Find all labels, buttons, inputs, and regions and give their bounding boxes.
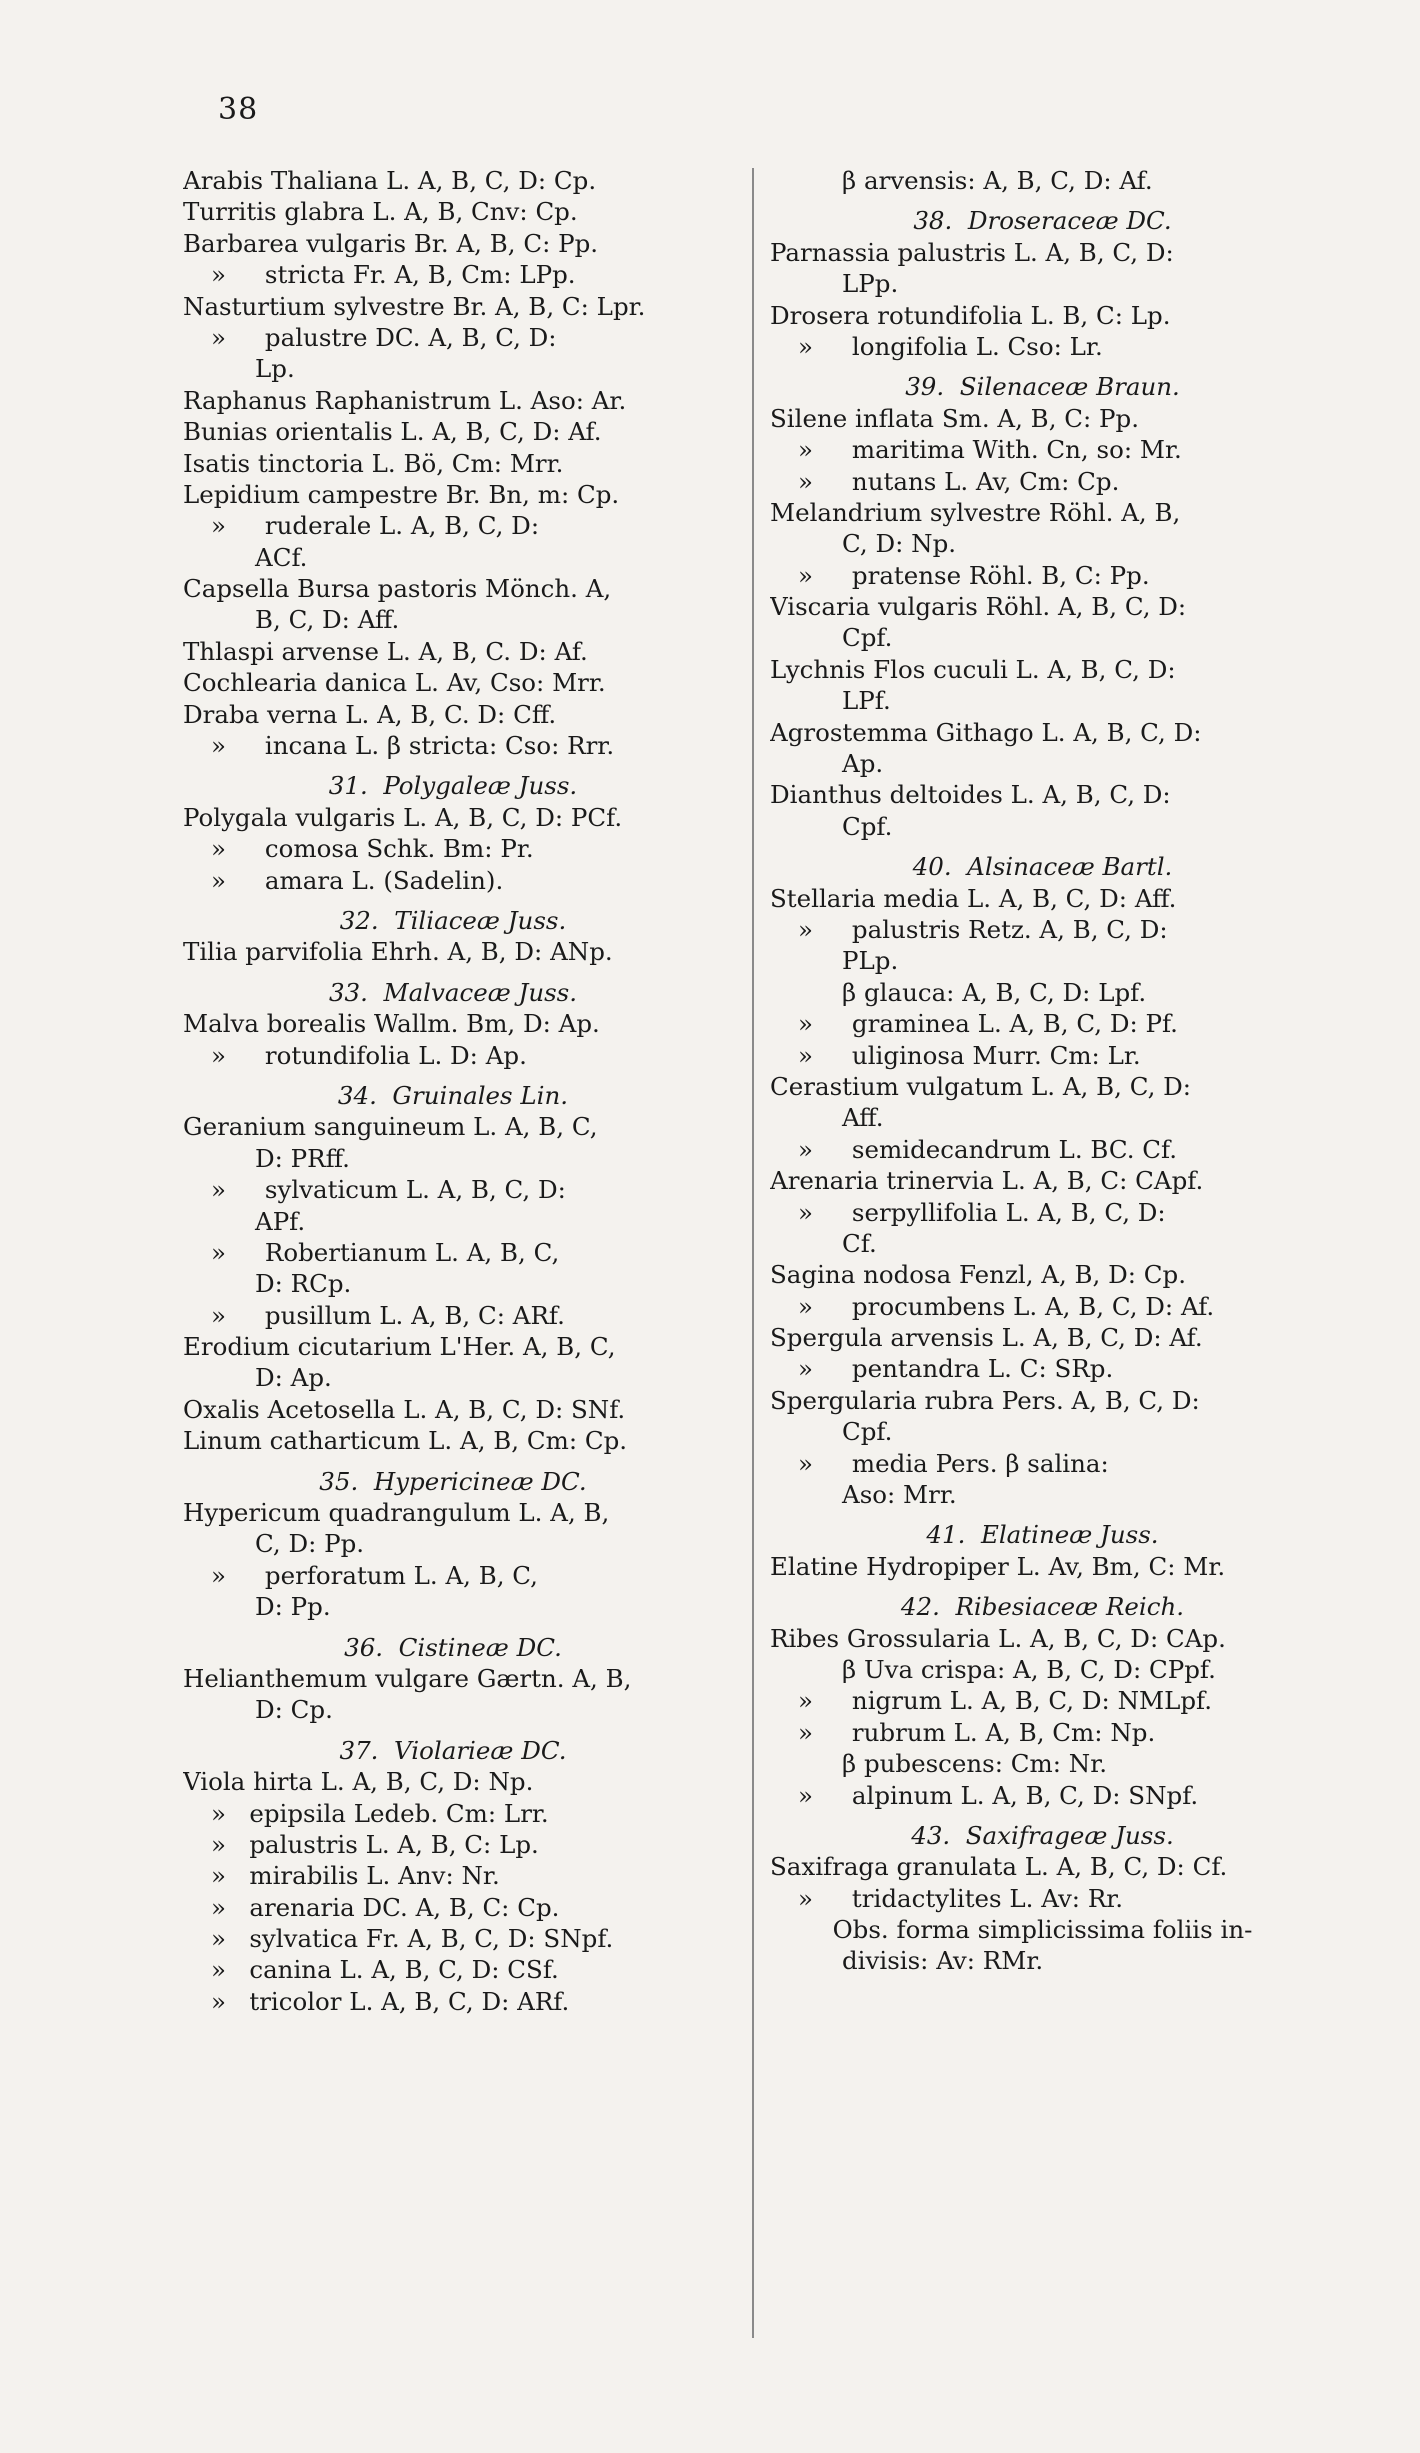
species-entry: Arabis Thaliana L. A, B, C, D: Cp. — [183, 166, 597, 195]
species-entry: » perforatum L. A, B, C, — [211, 1560, 538, 1590]
species-entry: Lp. — [255, 354, 295, 384]
species-entry: Stellaria media L. A, B, C, D: Aff. — [770, 883, 1177, 913]
species-entry: Sagina nodosa Fenzl, A, B, D: Cp. — [770, 1260, 1187, 1290]
species-entry: Turritis glabra L. A, B, Cnv: Cp. — [183, 197, 578, 227]
species-entry: Hypericum quadrangulum L. A, B, — [183, 1498, 610, 1528]
species-entry: Linum catharticum L. A, B, Cm: Cp. — [183, 1426, 628, 1456]
species-entry: Parnassia palustris L. A, B, C, D: — [770, 237, 1174, 267]
right-column — [770, 165, 1315, 1977]
species-entry: Draba verna L. A, B, C. D: Cff. — [183, 699, 557, 729]
species-entry: Cf. — [842, 1228, 877, 1258]
species-entry: Ap. — [842, 749, 884, 779]
species-entry: » alpinum L. A, B, C, D: SNpf. — [798, 1780, 1199, 1810]
species-entry: Drosera rotundifolia L. B, C: Lp. — [770, 300, 1171, 330]
species-entry: D: PRff. — [255, 1143, 350, 1173]
species-entry: ACf. — [255, 542, 308, 572]
species-entry: D: Ap. — [255, 1363, 332, 1393]
species-entry: Capsella Bursa pastoris Mönch. A, — [183, 574, 612, 604]
species-entry: » mirabilis L. Anv: Nr. — [211, 1861, 500, 1891]
species-entry: » tridactylites L. Av: Rr. — [798, 1883, 1124, 1913]
family-heading: 41. Elatineæ Juss. — [926, 1520, 1159, 1550]
species-entry: » nigrum L. A, B, C, D: NMLpf. — [798, 1686, 1213, 1716]
family-heading: 35. Hypericineæ DC. — [319, 1466, 587, 1496]
species-entry: Cpf. — [842, 1417, 893, 1447]
species-entry: » graminea L. A, B, C, D: Pf. — [798, 1009, 1178, 1039]
species-entry: Viscaria vulgaris Röhl. A, B, C, D: — [770, 592, 1187, 622]
species-entry: » uliginosa Murr. Cm: Lr. — [798, 1040, 1141, 1070]
species-entry: Helianthemum vulgare Gærtn. A, B, — [183, 1663, 632, 1693]
species-entry: » palustris L. A, B, C: Lp. — [211, 1829, 539, 1859]
family-heading: 36. Cistineæ DC. — [344, 1632, 562, 1662]
species-entry: β Uva crispa: A, B, C, D: CPpf. — [842, 1654, 1216, 1684]
species-entry: » comosa Schk. Bm: Pr. — [211, 834, 534, 864]
family-heading: 34. Gruinales Lin. — [337, 1080, 569, 1110]
species-entry: » rotundifolia L. D: Ap. — [211, 1040, 527, 1070]
species-entry: » serpyllifolia L. A, B, C, D: — [798, 1197, 1166, 1227]
family-heading: 31. Polygaleæ Juss. — [328, 771, 578, 801]
species-entry: Arenaria trinervia L. A, B, C: CApf. — [770, 1166, 1204, 1196]
species-entry: » amara L. (Sadelin). — [211, 865, 504, 895]
species-entry: Malva borealis Wallm. Bm, D: Ap. — [183, 1009, 600, 1039]
species-entry: D: Pp. — [255, 1592, 331, 1622]
species-entry: Dianthus deltoides L. A, B, C, D: — [770, 780, 1171, 810]
species-entry: » palustre DC. A, B, C, D: — [211, 322, 557, 352]
family-heading: 32. Tiliaceæ Juss. — [339, 905, 567, 935]
species-entry: » tricolor L. A, B, C, D: ARf. — [211, 1986, 570, 2016]
species-entry: PLp. — [842, 946, 899, 976]
species-entry: Aso: Mrr. — [842, 1480, 957, 1510]
species-entry: » arenaria DC. A, B, C: Cp. — [211, 1892, 560, 1922]
left-column — [183, 165, 723, 2017]
species-entry: Cerastium vulgatum L. A, B, C, D: — [770, 1071, 1192, 1101]
species-entry: » epipsila Ledeb. Cm: Lrr. — [211, 1798, 549, 1828]
species-entry: » sylvatica Fr. A, B, C, D: SNpf. — [211, 1924, 614, 1954]
species-entry: » stricta Fr. A, B, Cm: LPp. — [211, 260, 576, 290]
species-entry: β arvensis: A, B, C, D: Af. — [842, 166, 1153, 195]
family-heading: 42. Ribesiaceæ Reich. — [900, 1592, 1185, 1622]
species-entry: Erodium cicutarium L'Her. A, B, C, — [183, 1332, 616, 1362]
species-entry: » pentandra L. C: SRp. — [798, 1354, 1114, 1384]
species-entry: » Robertianum L. A, B, C, — [211, 1237, 560, 1267]
species-entry: C, D: Pp. — [255, 1529, 365, 1559]
species-entry: Elatine Hydropiper L. Av, Bm, C: Mr. — [770, 1551, 1226, 1581]
species-entry: Oxalis Acetosella L. A, B, C, D: SNf. — [183, 1394, 626, 1424]
species-entry: LPp. — [842, 269, 899, 299]
species-entry: Agrostemma Githago L. A, B, C, D: — [770, 717, 1202, 747]
species-entry: » pratense Röhl. B, C: Pp. — [798, 560, 1150, 590]
species-entry: » canina L. A, B, C, D: CSf. — [211, 1955, 559, 1985]
species-entry: Silene inflata Sm. A, B, C: Pp. — [770, 403, 1140, 433]
species-entry: Tilia parvifolia Ehrh. A, B, D: ANp. — [183, 937, 613, 967]
species-entry: APf. — [255, 1206, 306, 1236]
species-entry: β pubescens: Cm: Nr. — [842, 1749, 1108, 1779]
species-entry: divisis: Av: RMr. — [842, 1946, 1044, 1976]
species-entry: » media Pers. β salina: — [798, 1448, 1109, 1478]
species-entry: Barbarea vulgaris Br. A, B, C: Pp. — [183, 228, 599, 258]
column-divider — [752, 168, 754, 2338]
species-entry: » incana L. β stricta: Cso: Rrr. — [211, 731, 615, 761]
species-entry: Geranium sanguineum L. A, B, C, — [183, 1112, 598, 1142]
family-heading: 40. Alsinaceæ Bartl. — [912, 852, 1173, 882]
family-heading: 38. Droseraceæ DC. — [913, 206, 1172, 236]
species-entry: Bunias orientalis L. A, B, C, D: Af. — [183, 417, 602, 447]
species-entry: » semidecandrum L. BC. Cf. — [798, 1134, 1178, 1164]
species-entry: Aff. — [842, 1103, 884, 1133]
species-entry: Thlaspi arvense L. A, B, C. D: Af. — [183, 636, 588, 666]
species-entry: Ribes Grossularia L. A, B, C, D: CAp. — [770, 1623, 1226, 1653]
species-entry: Polygala vulgaris L. A, B, C, D: PCf. — [183, 802, 623, 832]
species-entry: Nasturtium sylvestre Br. A, B, C: Lpr. — [183, 291, 646, 321]
species-entry: » pusillum L. A, B, C: ARf. — [211, 1300, 565, 1330]
species-entry: Cpf. — [842, 623, 893, 653]
family-heading: 43. Saxifrageæ Juss. — [911, 1820, 1174, 1850]
species-entry: Lepidium campestre Br. Bn, m: Cp. — [183, 479, 620, 509]
species-entry: Lychnis Flos cuculi L. A, B, C, D: — [770, 654, 1176, 684]
species-entry: » procumbens L. A, B, C, D: Af. — [798, 1291, 1215, 1321]
species-entry: Isatis tinctoria L. Bö, Cm: Mrr. — [183, 448, 564, 478]
species-entry: Raphanus Raphanistrum L. Aso: Ar. — [183, 385, 627, 415]
page-number: 38 — [218, 92, 259, 127]
species-entry: Viola hirta L. A, B, C, D: Np. — [183, 1767, 534, 1797]
species-entry: D: Cp. — [255, 1695, 333, 1725]
family-heading: 33. Malvaceæ Juss. — [328, 977, 578, 1007]
species-entry: Spergula arvensis L. A, B, C, D: Af. — [770, 1323, 1203, 1353]
species-entry: » longifolia L. Cso: Lr. — [798, 331, 1103, 361]
species-entry: » nutans L. Av, Cm: Cp. — [798, 466, 1120, 496]
species-entry: » palustris Retz. A, B, C, D: — [798, 914, 1168, 944]
family-heading: 37. Violarieæ DC. — [339, 1735, 567, 1765]
species-entry: Melandrium sylvestre Röhl. A, B, — [770, 497, 1181, 527]
species-entry: » sylvaticum L. A, B, C, D: — [211, 1175, 566, 1205]
species-entry: D: RCp. — [255, 1269, 352, 1299]
species-entry: » ruderale L. A, B, C, D: — [211, 511, 540, 541]
family-heading: 39. Silenaceæ Braun. — [905, 372, 1180, 402]
species-entry: » rubrum L. A, B, Cm: Np. — [798, 1717, 1156, 1747]
species-entry: Spergularia rubra Pers. A, B, C, D: — [770, 1385, 1200, 1415]
species-entry: C, D: Np. — [842, 529, 957, 559]
species-entry: Cochlearia danica L. Av, Cso: Mrr. — [183, 668, 606, 698]
species-entry: Obs. forma simplicissima foliis in- — [832, 1915, 1253, 1945]
species-entry: LPf. — [842, 686, 891, 716]
species-entry: Cpf. — [842, 811, 893, 841]
species-entry: Saxifraga granulata L. A, B, C, D: Cf. — [770, 1852, 1228, 1882]
species-entry: » maritima With. Cn, so: Mr. — [798, 435, 1182, 465]
species-entry: β glauca: A, B, C, D: Lpf. — [842, 977, 1147, 1007]
species-entry: B, C, D: Aff. — [255, 605, 400, 635]
